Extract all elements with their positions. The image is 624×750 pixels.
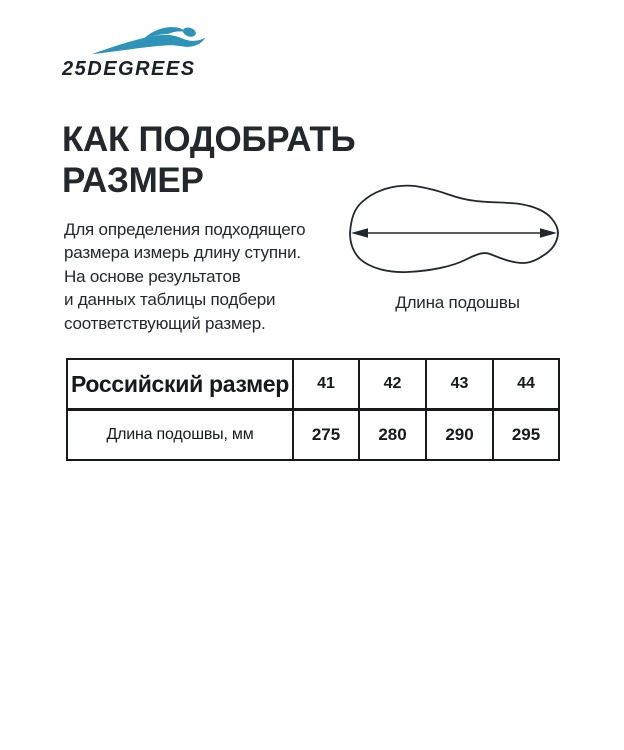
row-label-russian-size: Российский размер — [67, 359, 293, 410]
intro-line: соответствующий размер. — [64, 313, 266, 333]
sole-outline-diagram — [340, 171, 575, 293]
brand-name-25: 25 — [62, 58, 88, 80]
page-title-line2: РАЗМЕР — [62, 161, 204, 201]
size-value: 42 — [359, 359, 426, 410]
length-value: 290 — [426, 410, 493, 461]
brand-name-degrees: DEGREES — [87, 58, 196, 80]
intro-line: и данных таблицы подбери — [64, 290, 276, 310]
size-table — [66, 358, 560, 461]
page-title — [62, 119, 355, 201]
row-label-sole-length: Длина подошвы, мм — [67, 410, 293, 461]
brand-name — [62, 58, 196, 80]
page-title-line1: КАК ПОДОБРАТЬ — [62, 120, 356, 160]
size-value: 44 — [493, 359, 559, 410]
size-value: 41 — [293, 359, 359, 410]
intro-line: размера измерь длину ступни. — [64, 243, 301, 263]
length-arrow-icon — [351, 228, 557, 238]
size-value: 43 — [426, 359, 493, 410]
intro-line: На основе результатов — [64, 266, 241, 286]
table-row-sizes — [67, 359, 559, 410]
intro-text — [64, 218, 305, 335]
length-value: 295 — [493, 410, 559, 461]
table-row-sole-length — [67, 410, 559, 461]
intro-line: Для определения подходящего — [64, 220, 306, 239]
sole-caption: Длина подошвы — [395, 293, 520, 312]
length-value: 275 — [293, 410, 359, 461]
swimmer-icon — [88, 26, 208, 58]
length-value: 280 — [359, 410, 426, 461]
